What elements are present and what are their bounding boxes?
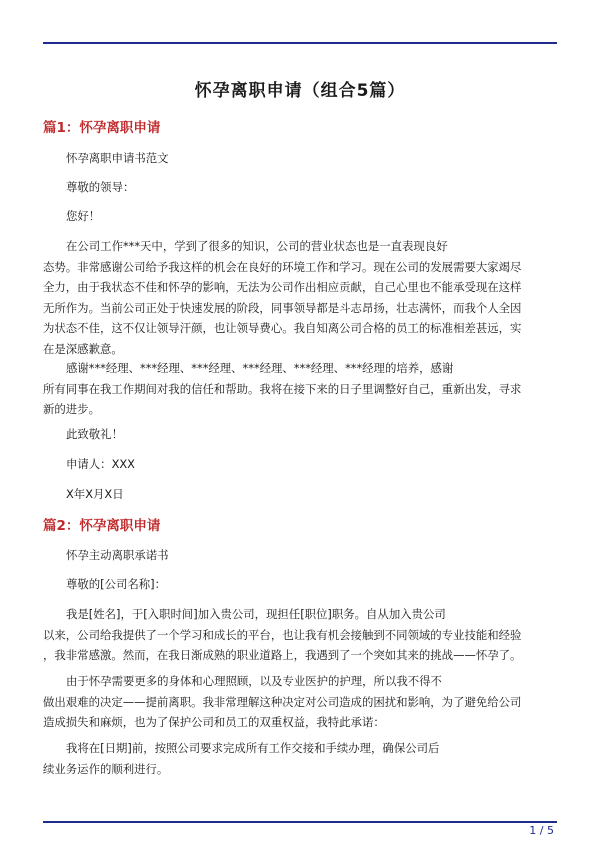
paragraph: 怀孕主动离职承诺书: [66, 548, 169, 562]
text-line: 感谢***经理、***经理、***经理、***经理、***经理、***经理的培养，感谢: [66, 361, 454, 375]
section-heading: 篇2：怀孕离职申请: [43, 518, 161, 534]
salutation: 尊敬的[公司名称]：: [66, 577, 167, 591]
paragraph: [43, 738, 557, 779]
section-heading: 篇1：怀孕离职申请: [43, 120, 161, 136]
paragraph: [43, 358, 557, 420]
text-line: ，我非常感激。然而，在我日渐成熟的职业道路上，我遇到了一个突如其来的挑战——怀孕了。: [43, 648, 522, 662]
header-rule: [43, 42, 557, 44]
paragraph: [43, 671, 557, 733]
text-line: 无所作为。当前公司正处于快速发展的阶段，同事领导都是斗志昂扬，壮志满怀，而我个人全因: [43, 300, 522, 315]
paragraph: 怀孕离职申请书范文: [66, 151, 169, 165]
paragraph: [43, 604, 557, 666]
text-line: 态势。非常感谢公司给予我这样的机会在良好的环境工作和学习。现在公司的发展需要大家竭尽: [43, 259, 522, 274]
text-line: 全力，由于我状态不佳和怀孕的影响，无法为公司作出相应贡献，自己心里也不能承受现在这样: [43, 280, 522, 294]
text-line: 做出艰难的决定——提前离职。我非常理解这种决定对公司造成的困扰和影响，为了避免给公司: [43, 694, 522, 709]
greeting: 您好！: [66, 209, 101, 223]
applicant: 申请人：XXX: [66, 457, 135, 471]
text-line: 在是深感歉意。: [43, 341, 123, 356]
closing: 此致敬礼！: [66, 427, 123, 441]
date: X年X月X日: [66, 487, 124, 501]
salutation: 尊敬的领导：: [66, 180, 135, 194]
page-number: 1 / 5: [529, 824, 554, 837]
text-line: 所有同事在我工作期间对我的信任和帮助。我将在接下来的日子里调整好自己，重新出发，寻求: [43, 381, 522, 396]
text-line: 续业务运作的顺利进行。: [43, 761, 169, 776]
text-line: 为状态不佳，这不仅让领导汗颜，也让领导费心。我自知离公司合格的员工的标准相差甚远，实: [43, 321, 522, 335]
text-line: 以来，公司给我提供了一个学习和成长的平台，也让我有机会接触到不同领域的专业技能和经验: [43, 627, 522, 642]
text-line: 我是[姓名]，于[入职时间]加入贵公司，现担任[职位]职务。自从加入贵公司: [66, 607, 446, 621]
text-line: 由于怀孕需要更多的身体和心理照顾，以及专业医护的护理，所以我不得不: [66, 674, 442, 688]
text-line: 在公司工作***天中，学到了很多的知识，公司的营业状态也是一直表现良好: [66, 239, 448, 253]
paragraph: [43, 236, 557, 359]
page-title: 怀孕离职申请（组合5篇）: [194, 81, 406, 101]
text-line: 新的进步。: [43, 402, 100, 416]
footer-rule: [43, 821, 557, 823]
text-line: 造成损失和麻烦，也为了保护公司和员工的双重权益，我特此承诺：: [43, 715, 385, 729]
text-line: 我将在[日期]前，按照公司要求完成所有工作交接和手续办理，确保公司后: [66, 741, 440, 755]
